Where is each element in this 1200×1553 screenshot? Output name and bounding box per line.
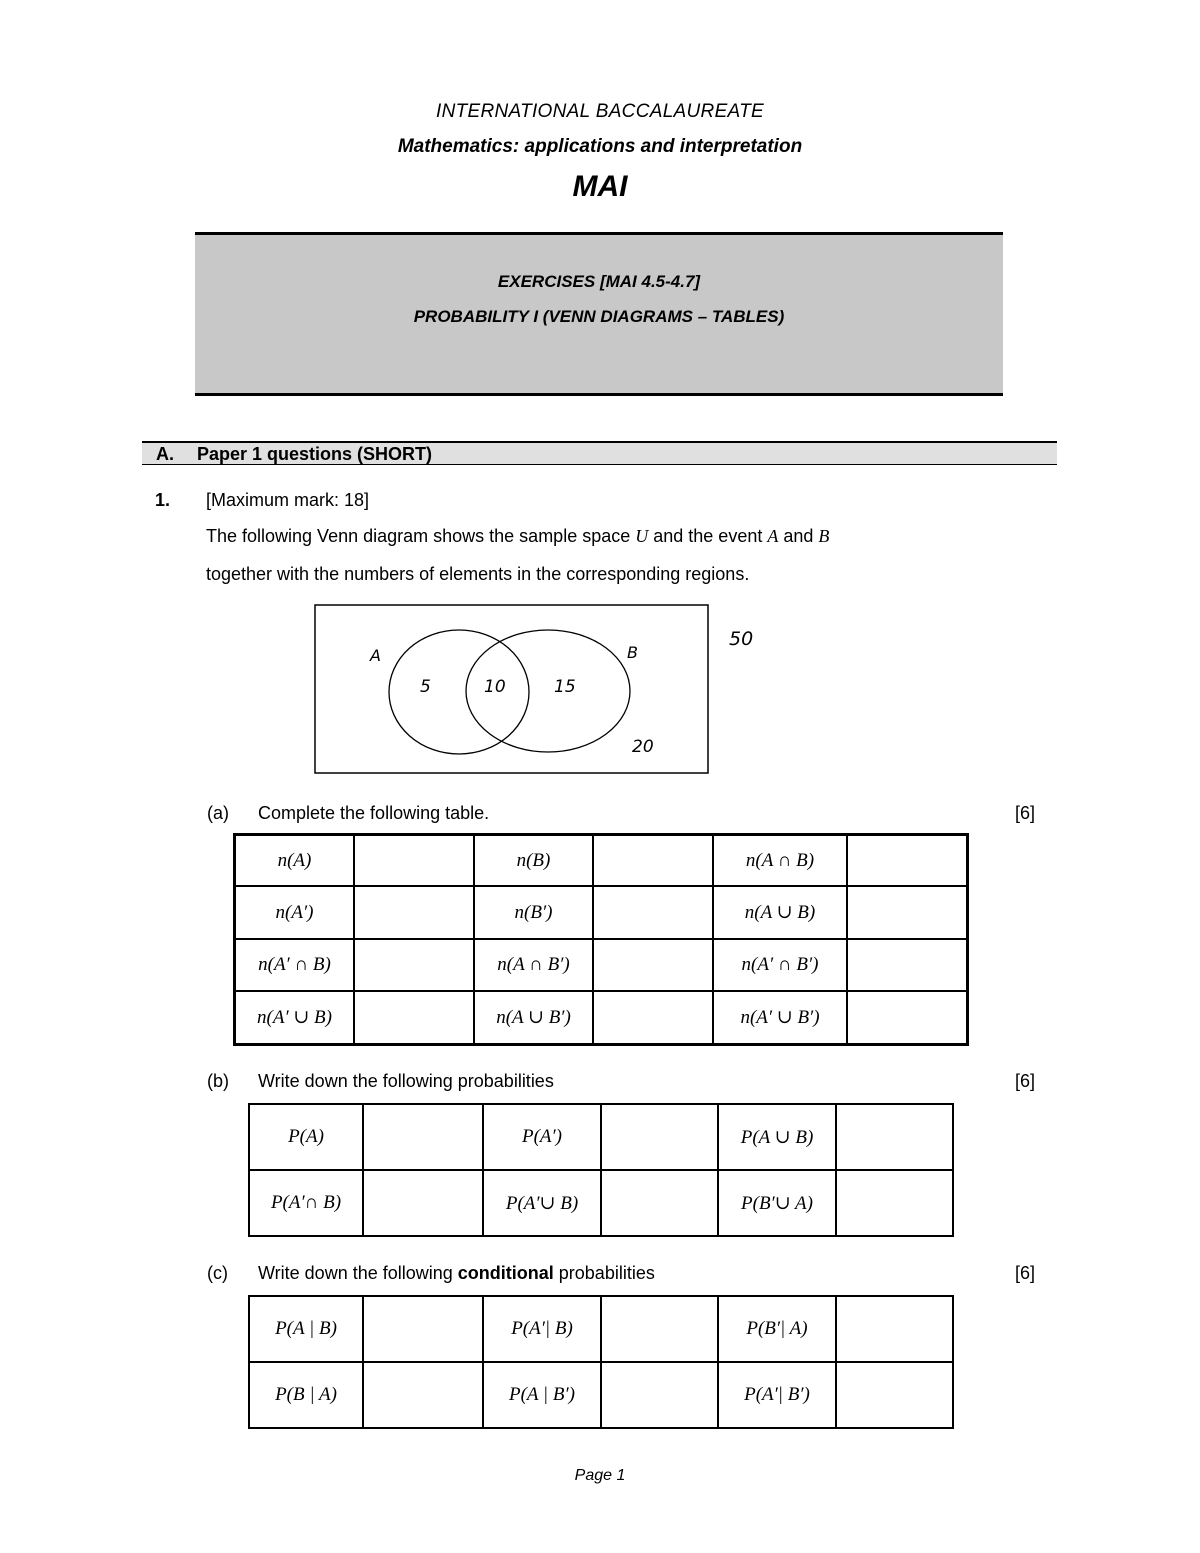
table-cell-label: P(A′| B)	[483, 1296, 601, 1362]
symbol-A: A	[767, 526, 779, 546]
venn-label-B: B	[627, 643, 638, 662]
answer-cell[interactable]	[836, 1170, 953, 1236]
table-cell-label: P(A′∩ B)	[249, 1170, 363, 1236]
table-cell-label: n(A′ ∪ B′)	[713, 991, 847, 1044]
table-cell-label: n(A ∪ B)	[713, 886, 847, 939]
table-row	[235, 991, 967, 1044]
answer-cell[interactable]	[363, 1362, 483, 1428]
answer-cell[interactable]	[363, 1296, 483, 1362]
table-cell-label: n(A)	[235, 835, 354, 886]
table-cell-label: n(B)	[474, 835, 593, 886]
table-cell-label: P(B | A)	[249, 1362, 363, 1428]
instruction-emphasis: conditional	[457, 1263, 554, 1283]
question-text-part: The following Venn diagram shows the sample space	[206, 526, 636, 546]
part-c-instruction	[258, 1263, 655, 1284]
table-cell-label: n(A′ ∩ B)	[235, 939, 354, 990]
part-b-instruction: Write down the following probabilities	[258, 1071, 554, 1091]
table-cell-label: P(A)	[249, 1104, 363, 1170]
title-topic: PROBABILITY I (VENN DIAGRAMS – TABLES)	[413, 307, 785, 326]
table-cell-label: n(B′)	[474, 886, 593, 939]
table-cell-label: n(A ∩ B)	[713, 835, 847, 886]
table-row	[235, 939, 967, 990]
answer-cell[interactable]	[847, 886, 967, 939]
table-cell-label: P(A | B)	[249, 1296, 363, 1362]
title-box	[195, 232, 1003, 396]
part-a-marks: [6]	[1015, 803, 1036, 823]
table-row	[249, 1104, 953, 1170]
table-cell-label: n(A′ ∪ B)	[235, 991, 354, 1044]
venn-value-only-A: 5	[420, 677, 431, 697]
question-text-part: and	[778, 526, 819, 546]
venn-diagram	[300, 595, 720, 780]
table-row	[249, 1170, 953, 1236]
answer-cell[interactable]	[601, 1362, 718, 1428]
question-max-mark: [Maximum mark: 18]	[206, 490, 370, 510]
answer-cell[interactable]	[601, 1170, 718, 1236]
part-c-table	[248, 1295, 954, 1429]
venn-value-only-B: 15	[554, 677, 576, 697]
section-title: Paper 1 questions (SHORT)	[197, 444, 433, 464]
answer-cell[interactable]	[836, 1104, 953, 1170]
table-cell-label: n(A′ ∩ B′)	[713, 939, 847, 990]
table-cell-label: n(A ∩ B′)	[474, 939, 593, 990]
table-row	[249, 1296, 953, 1362]
header-course: Mathematics: applications and interpretation	[397, 136, 803, 157]
instruction-text: probabilities	[553, 1263, 655, 1283]
answer-cell[interactable]	[363, 1170, 483, 1236]
answer-cell[interactable]	[354, 991, 474, 1044]
answer-cell[interactable]	[354, 939, 474, 990]
part-c-label: (c)	[207, 1263, 228, 1283]
table-cell-label: n(A′)	[235, 886, 354, 939]
part-c-marks: [6]	[1015, 1263, 1036, 1283]
table-cell-label: P(A′∪ B)	[483, 1170, 601, 1236]
part-b-label: (b)	[207, 1071, 229, 1091]
section-letter: A.	[156, 444, 174, 464]
table-cell-label: P(A′)	[483, 1104, 601, 1170]
table-row	[249, 1362, 953, 1428]
answer-cell[interactable]	[836, 1296, 953, 1362]
table-cell-label: n(A ∪ B′)	[474, 991, 593, 1044]
symbol-U: U	[635, 526, 649, 546]
answer-cell[interactable]	[363, 1104, 483, 1170]
part-a-label: (a)	[207, 803, 229, 823]
part-b-marks: [6]	[1015, 1071, 1036, 1091]
table-cell-label: P(A ∪ B)	[718, 1104, 836, 1170]
answer-cell[interactable]	[836, 1362, 953, 1428]
table-cell-label: P(A | B′)	[483, 1362, 601, 1428]
part-b-table	[248, 1103, 954, 1237]
table-cell-label: P(B′| A)	[718, 1296, 836, 1362]
question-text-line1	[206, 526, 829, 547]
circle-A	[389, 630, 529, 754]
answer-cell[interactable]	[354, 886, 474, 939]
answer-cell[interactable]	[593, 835, 713, 886]
table-row	[235, 886, 967, 939]
page-number: Page 1	[574, 1467, 626, 1484]
answer-cell[interactable]	[601, 1296, 718, 1362]
section-header	[142, 441, 1057, 465]
part-a-table	[234, 834, 968, 1045]
answer-cell[interactable]	[593, 886, 713, 939]
header-code: MAI	[572, 170, 628, 203]
venn-label-A: A	[370, 646, 381, 665]
answer-cell[interactable]	[601, 1104, 718, 1170]
question-text-line2: together with the numbers of elements in the corresponding regions.	[206, 564, 750, 584]
venn-value-neither: 20	[632, 737, 654, 757]
answer-cell[interactable]	[847, 939, 967, 990]
answer-cell[interactable]	[593, 939, 713, 990]
question-number: 1.	[155, 490, 171, 510]
answer-cell[interactable]	[847, 835, 967, 886]
venn-outside-note: 50	[729, 628, 754, 650]
table-cell-label: P(A′| B′)	[718, 1362, 836, 1428]
header-program: INTERNATIONAL BACCALAUREATE	[435, 101, 764, 122]
symbol-B: B	[818, 526, 830, 546]
answer-cell[interactable]	[354, 835, 474, 886]
table-cell-label: P(B′∪ A)	[718, 1170, 836, 1236]
instruction-text: Write down the following	[258, 1263, 458, 1283]
question-text-part: and the event	[648, 526, 768, 546]
title-exercises: EXERCISES [MAI 4.5-4.7]	[497, 272, 701, 291]
part-a-instruction: Complete the following table.	[258, 803, 490, 823]
answer-cell[interactable]	[847, 991, 967, 1044]
answer-cell[interactable]	[593, 991, 713, 1044]
venn-value-intersection: 10	[484, 677, 506, 697]
table-row	[235, 835, 967, 886]
